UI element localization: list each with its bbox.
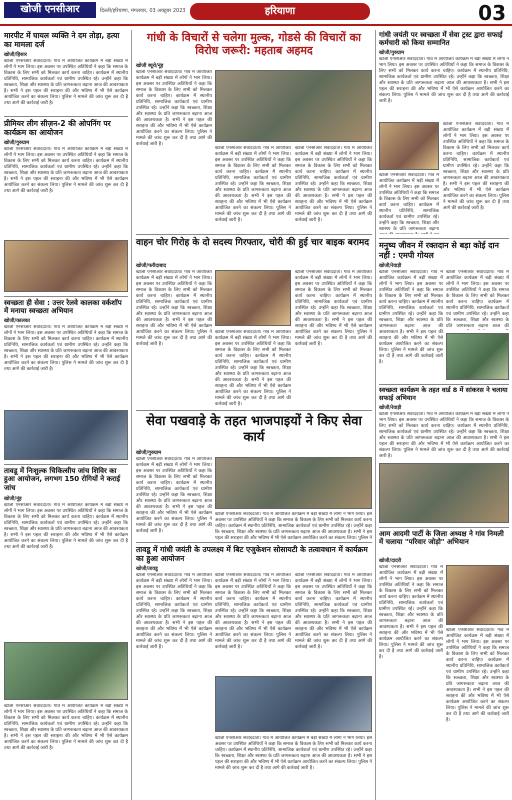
- article-body: खोजी एनसीआर संवाददाता। गांव में आयोजित कार्यक्रम में बड़ी संख्या में लोगों ने भाग लिया। इस अवसर पर उपस्थित अतिथियों ने कहा कि समाज के विकास के लिए सभी को मिलकर कार्य करना चाहिए। कार्यक्रम में स्थानीय प्रतिनिधि, सामाजिक कार्यकर्ता एवं ग्रामीण उपस्थित रहे। उन्होंने कहा कि स्वच्छता, शिक्षा और स्वास्थ्य के प्रति जागरूकता बढ़ाना आज की आवश्यकता है। सभी ने इस पहल की सराहना की और भविष्य में भी ऐसे कार्यक्रम आयोजित करने का संकल्प लिया। पुलिस ने मामले की जांच शुरू कर दी है तथा आगे की कार्रवाई जारी है।: [136, 70, 212, 147]
- article-photo: [379, 122, 439, 170]
- article-body: खोजी एनसीआर संवाददाता। गांव में आयोजित कार्यक्रम में बड़ी संख्या में लोगों ने भाग लिया। इस अवसर पर उपस्थित अतिथियों ने कहा कि समाज के विकास के लिए सभी को मिलकर कार्य करना चाहिए। कार्यक्रम में स्थानीय प्रतिनिधि, सामाजिक कार्यकर्ता एवं ग्रामीण उपस्थित रहे। उन्होंने कहा कि स्वच्छता, शिक्षा और स्वास्थ्य के प्रति जागरूकता बढ़ाना आज की आवश्यकता है। सभी ने इस पहल की सराहना की और भविष्य में भी ऐसे कार्यक्रम आयोजित करने का संकल्प लिया। पुलिस ने मामले की जांच शुरू कर दी है तथा आगे की कार्रवाई जारी है।: [295, 270, 372, 347]
- article-headline: मारपीट में घायल व्यक्ति ने दम तोड़ा, हत्या का मामला दर्ज: [4, 31, 120, 49]
- article-body: खोजी एनसीआर संवाददाता। गांव में आयोजित कार्यक्रम में बड़ी संख्या में लोगों ने भाग लिया। इस अवसर पर उपस्थित अतिथियों ने कहा कि समाज के विकास के लिए सभी को मिलकर कार्य करना चाहिए। कार्यक्रम में स्थानीय प्रतिनिधि, सामाजिक कार्यकर्ता एवं ग्रामीण उपस्थित रहे। उन्होंने कहा कि स्वच्छता, शिक्षा और स्वास्थ्य के प्रति जागरूकता बढ़ाना आज की आवश्यकता है। सभी ने इस पहल की सराहना की और भविष्य में भी ऐसे कार्यक्रम आयोजित करने का संकल्प लिया। पुलिस ने मामले की जांच शुरू कर दी है तथा आगे की कार्रवाई जारी है।: [295, 573, 372, 650]
- article-headline: स्वच्छता कार्यक्रम के तहत वार्ड 8 में सांकरस ने चलाया सफाई अभियान: [379, 386, 508, 402]
- masthead: [0, 0, 512, 26]
- article-headline: प्रीमियर लीग सीज़न-2 की ओपनिंग पर कार्यक्रम का आयोजन: [4, 119, 111, 137]
- article-body: खोजी एनसीआर संवाददाता। गांव में आयोजित कार्यक्रम में बड़ी संख्या में लोगों ने भाग लिया। इस अवसर पर उपस्थित अतिथियों ने कहा कि समाज के विकास के लिए सभी को मिलकर कार्य करना चाहिए। कार्यक्रम में स्थानीय प्रतिनिधि, सामाजिक कार्यकर्ता एवं ग्रामीण उपस्थित रहे। उन्होंने कहा कि स्वच्छता, शिक्षा और स्वास्थ्य के प्रति जागरूकता बढ़ाना आज की आवश्यकता है। सभी ने इस पहल की सराहना की और भविष्य में भी ऐसे कार्यक्रम आयोजित करने का संकल्प लिया। पुलिस ने मामले की जांच शुरू कर दी है तथा आगे की कार्रवाई जारी है।: [379, 565, 443, 660]
- column-rule: [131, 30, 132, 800]
- article-body: खोजी एनसीआर संवाददाता। गांव में आयोजित कार्यक्रम में बड़ी संख्या में लोगों ने भाग लिया। इस अवसर पर उपस्थित अतिथियों ने कहा कि समाज के विकास के लिए सभी को मिलकर कार्य करना चाहिए। कार्यक्रम में स्थानीय प्रतिनिधि, सामाजिक कार्यकर्ता एवं ग्रामीण उपस्थित रहे। उन्होंने कहा कि स्वच्छता, शिक्षा और स्वास्थ्य के प्रति जागरूकता बढ़ाना आज की आवश्यकता है। सभी ने इस पहल की सराहना की और भविष्य में भी ऐसे कार्यक्रम आयोजित करने का संकल्प लिया। पुलिस ने मामले की जांच शुरू कर दी है तथा आगे की कार्रवाई जारी है।: [4, 59, 128, 106]
- article-body: खोजी एनसीआर संवाददाता। गांव में आयोजित कार्यक्रम में बड़ी संख्या में लोगों ने भाग लिया। इस अवसर पर उपस्थित अतिथियों ने कहा कि समाज के विकास के लिए सभी को मिलकर कार्य करना चाहिए। कार्यक्रम में स्थानीय प्रतिनिधि, सामाजिक कार्यकर्ता एवं ग्रामीण उपस्थित रहे। उन्होंने कहा कि स्वच्छता, शिक्षा और स्वास्थ्य के प्रति जागरूकता बढ़ाना आज की आवश्यकता है। सभी ने इस पहल की सराहना की और भविष्य में भी ऐसे कार्यक्रम आयोजित करने का संकल्प लिया। पुलिस ने मामले की जांच शुरू कर दी है तथा आगे की कार्रवाई जारी है।: [379, 57, 509, 104]
- newspaper-logo: खोजी एनसीआर: [4, 2, 96, 18]
- article-body: खोजी एनसीआर संवाददाता। गांव में आयोजित कार्यक्रम में बड़ी संख्या में लोगों ने भाग लिया। इस अवसर पर उपस्थित अतिथियों ने कहा कि समाज के विकास के लिए सभी को मिलकर कार्य करना चाहिए। कार्यक्रम में स्थानीय प्रतिनिधि, सामाजिक कार्यकर्ता एवं ग्रामीण उपस्थित रहे। उन्होंने कहा कि स्वच्छता, शिक्षा और स्वास्थ्य के प्रति जागरूकता बढ़ाना आज की आवश्यकता है। सभी ने इस पहल की सराहना की और भविष्य में भी ऐसे कार्यक्रम आयोजित करने का संकल्प लिया। पुलिस ने मामले की जांच शुरू कर दी है तथा आगे की कार्रवाई जारी है।: [4, 325, 128, 372]
- article-headline: वाहन चोर गिरोह के दो सदस्य गिरफ्तार, चोरी की हुई चार बाइक बरामद: [136, 238, 370, 248]
- divider: [379, 527, 509, 528]
- article-headline: गांधी जयंती पर स्वच्छता में सेवा ट्रस्ट द्वारा सफाई कर्मचारी को किया सम्मानित: [379, 31, 503, 48]
- article-byline: खोजी/नूंह: [4, 496, 22, 502]
- article-byline: खोजी/फरीदाबाद: [136, 263, 167, 269]
- article-byline: खोजी/रेवाड़ी: [379, 263, 402, 269]
- lead-headline: गांधी के विचारों से चलेगा मुल्क, गोडसे की विचारों का विरोध जरूरी: महताब अहमद: [147, 31, 361, 58]
- section-title: हरियाणा: [190, 3, 370, 20]
- article-body: खोजी एनसीआर संवाददाता। गांव में आयोजित कार्यक्रम में बड़ी संख्या में लोगों ने भाग लिया। इस अवसर पर उपस्थित अतिथियों ने कहा कि समाज के विकास के लिए सभी को मिलकर कार्य करना चाहिए। कार्यक्रम में स्थानीय प्रतिनिधि, सामाजिक कार्यकर्ता एवं ग्रामीण उपस्थित रहे। उन्होंने कहा कि स्वच्छता, शिक्षा और स्वास्थ्य के प्रति जागरूकता बढ़ाना: [379, 173, 439, 232]
- article-photo: [4, 642, 128, 700]
- article-byline: खोजी/गुरुग्राम: [136, 450, 162, 456]
- article-headline: सेवा पखवाड़े के तहत भाजपाइयों ने किए सेवा कार्य: [146, 414, 362, 445]
- article-body: खोजी एनसीआर संवाददाता। गांव में आयोजित कार्यक्रम में बड़ी संख्या में लोगों ने भाग लिया। इस अवसर पर उपस्थित अतिथियों ने कहा कि समाज के विकास के लिए सभी को मिलकर कार्य करना चाहिए। कार्यक्रम में स्थानीय प्रतिनिधि, सामाजिक कार्यकर्ता एवं ग्रामीण उपस्थित रहे। उन्होंने कहा कि स्वच्छता, शिक्षा और स्वास्थ्य के प्रति जागरूकता बढ़ाना आज की आवश्यकता है। सभी ने इस पहल की सराहना की और भविष्य में भी ऐसे कार्यक्रम आयोजित करने का संकल्प लिया। पुलिस ने मामले की जांच शुरू कर दी है तथा आगे की कार्रवाई जारी है।: [215, 573, 291, 650]
- article-photo: [446, 565, 509, 625]
- article-headline: मनुष्य जीवन में रक्तदान से बड़ा कोई दान नहीं : एमपी गोयल: [379, 241, 499, 260]
- article-body: खोजी एनसीआर संवाददाता। गांव में आयोजित कार्यक्रम में बड़ी संख्या में लोगों ने भाग लिया। इस अवसर पर उपस्थित अतिथियों ने कहा कि समाज के विकास के लिए सभी को मिलकर कार्य करना चाहिए। कार्यक्रम में स्थानीय प्रतिनिधि, सामाजिक कार्यकर्ता एवं ग्रामीण उपस्थित रहे। उन्होंने कहा कि स्वच्छता, शिक्षा और स्वास्थ्य के प्रति जागरूकता बढ़ाना आज की आवश्यकता है। सभी ने इस पहल की सराहना की और भविष्य में भी ऐसे कार्यक्रम आयोजित करने का संकल्प लिया। पुलिस ने मामले की जांच शुरू कर दी है तथा आगे की कार्रवाई जारी है।: [379, 412, 509, 459]
- article-body: खोजी एनसीआर संवाददाता। गांव में आयोजित कार्यक्रम में बड़ी संख्या में लोगों ने भाग लिया। इस अवसर पर उपस्थित अतिथियों ने कहा कि समाज के विकास के लिए सभी को मिलकर कार्य करना चाहिए। कार्यक्रम में स्थानीय प्रतिनिधि, सामाजिक कार्यकर्ता एवं ग्रामीण उपस्थित रहे। उन्होंने कहा कि स्वच्छता, शिक्षा और स्वास्थ्य के प्रति जागरूकता बढ़ाना आज की आवश्यकता है। सभी ने इस पहल की सराहना की और भविष्य में भी ऐसे कार्यक्रम आयोजित करने का संकल्प लिया। पुलिस ने मामले की जांच शुरू कर दी है तथा आगे की कार्रवाई जारी है।: [443, 122, 509, 211]
- article-byline: खोजी ब्यूरो/नूंह: [136, 63, 164, 69]
- article-byline: खोजी/रेवाड़ी: [379, 405, 402, 411]
- article-photo: [215, 270, 291, 326]
- article-photo: [446, 333, 509, 380]
- article-headline: तावडू में गांधी जयंती के उपलक्ष्य में बिट एजुकेशन सोसायटी के तत्वावधान में कार्यक्रम का हुआ आयोजन: [136, 545, 368, 563]
- article-body: खोजी एनसीआर संवाददाता। गांव में आयोजित कार्यक्रम में बड़ी संख्या में लोगों ने भाग लिया। इस अवसर पर उपस्थित अतिथियों ने कहा कि समाज के विकास के लिए सभी को मिलकर कार्य करना चाहिए। कार्यक्रम में स्थानीय प्रतिनिधि, सामाजिक कार्यकर्ता एवं ग्रामीण उपस्थित रहे। उन्होंने कहा कि स्वच्छता, शिक्षा और स्वास्थ्य के प्रति जागरूकता बढ़ाना आज की आवश्यकता है। सभी ने इस पहल की सराहना की और भविष्य में भी ऐसे कार्यक्रम आयोजित करने का संकल्प लिया। पुलिस ने मामले की जांच शुरू कर दी है तथा आगे की कार्रवाई जारी है।: [136, 457, 212, 534]
- divider: [4, 116, 128, 117]
- article-photo: [215, 70, 372, 142]
- article-photo: [4, 240, 128, 292]
- article-body: खोजी एनसीआर संवाददाता। गांव में आयोजित कार्यक्रम में बड़ी संख्या में लोगों ने भाग लिया। इस अवसर पर उपस्थित अतिथियों ने कहा कि समाज के विकास के लिए सभी को मिलकर कार्य करना चाहिए। कार्यक्रम में स्थानीय प्रतिनिधि, सामाजिक कार्यकर्ता एवं ग्रामीण उपस्थित रहे। उन्होंने कहा कि स्वच्छता, शिक्षा और स्वास्थ्य के प्रति जागरूकता बढ़ाना आज की आवश्यकता है। सभी ने इस पहल की सराहना की और भविष्य में भी ऐसे कार्यक्रम आयोजित करने का संकल्प लिया। पुलिस ने मामले की जांच शुरू कर दी है तथा आगे की कार्रवाई जारी है।: [4, 704, 128, 751]
- article-body: खोजी एनसीआर संवाददाता। गांव में आयोजित कार्यक्रम में बड़ी संख्या में लोगों ने भाग लिया। इस अवसर पर उपस्थित अतिथियों ने कहा कि समाज के विकास के लिए सभी को मिलकर कार्य करना चाहिए। कार्यक्रम में स्थानीय प्रतिनिधि, सामाजिक कार्यकर्ता एवं ग्रामीण उपस्थित रहे। उन्होंने कहा कि स्वच्छता, शिक्षा और स्वास्थ्य के प्रति जागरूकता बढ़ाना आज की आवश्यकता है। सभी ने इस पहल की सराहना की और भविष्य में भी ऐसे कार्यक्रम आयोजित करने का संकल्प लिया। पुलिस ने मामले की जांच शुरू कर दी है तथा आगे की कार्रवाई जारी है।: [215, 146, 291, 223]
- article-photo: [4, 410, 128, 460]
- article-body: खोजी एनसीआर संवाददाता। गांव में आयोजित कार्यक्रम में बड़ी संख्या में लोगों ने भाग लिया। इस अवसर पर उपस्थित अतिथियों ने कहा कि समाज के विकास के लिए सभी को मिलकर कार्य करना चाहिए। कार्यक्रम में स्थानीय प्रतिनिधि, सामाजिक कार्यकर्ता एवं ग्रामीण उपस्थित रहे। उन्होंने कहा कि स्वच्छता, शिक्षा और स्वास्थ्य के प्रति जागरूकता बढ़ाना आज की आवश्यकता है। सभी ने इस पहल की सराहना की और भविष्य में भी ऐसे कार्यक्रम आयोजित करने का संकल्प लिया। पुलिस ने मामले की जांच शुरू कर दी है तथा आगे की कार्रवाई जारी है।: [4, 147, 128, 194]
- article-body: खोजी एनसीआर संवाददाता। गांव में आयोजित कार्यक्रम में बड़ी संख्या में लोगों ने भाग लिया। इस अवसर पर उपस्थित अतिथियों ने कहा कि समाज के विकास के लिए सभी को मिलकर कार्य करना चाहिए। कार्यक्रम में स्थानीय प्रतिनिधि, सामाजिक कार्यकर्ता एवं ग्रामीण उपस्थित रहे। उन्होंने कहा कि स्वच्छता, शिक्षा और स्वास्थ्य के प्रति जागरूकता बढ़ाना आज की आवश्यकता है। सभी ने इस पहल की सराहना की और भविष्य में भी ऐसे कार्यक्रम आयोजित करने का संकल्प लिया। पुलिस ने: [215, 512, 372, 540]
- divider: [136, 542, 372, 543]
- divider: [136, 234, 372, 235]
- article-byline: खोजी/कालका: [4, 318, 30, 324]
- article-headline: आम आदमी पार्टी के जिला अध्यक्ष ने गांव निमली में चलाया "परिवार जोड़ो" अभियान: [379, 530, 504, 547]
- article-byline: खोजी/गुरुग्राम: [379, 50, 405, 56]
- page-number: 03: [478, 1, 506, 25]
- article-body: खोजी एनसीआर संवाददाता। गांव में आयोजित कार्यक्रम में बड़ी संख्या में लोगों ने भाग लिया। इस अवसर पर उपस्थित अतिथियों ने कहा कि समाज के विकास के लिए सभी को मिलकर कार्य करना चाहिए। कार्यक्रम में स्थानीय प्रतिनिधि, सामाजिक कार्यकर्ता एवं ग्रामीण उपस्थित रहे। उन्होंने कहा कि स्वच्छता, शिक्षा और स्वास्थ्य के प्रति जागरूकता बढ़ाना आज की आवश्यकता है। सभी ने इस पहल की सराहना की और भविष्य में भी ऐसे कार्यक्रम आयोजित करने का संकल्प लिया। पुलिस ने मामले की जांच शुरू कर दी है तथा आगे की कार्रवाई जारी है।: [446, 628, 509, 723]
- article-body: खोजी एनसीआर संवाददाता। गांव में आयोजित कार्यक्रम में बड़ी संख्या में लोगों ने भाग लिया। इस अवसर पर उपस्थित अतिथियों ने कहा कि समाज के विकास के लिए सभी को मिलकर कार्य करना चाहिए। कार्यक्रम में स्थानीय प्रतिनिधि, सामाजिक कार्यकर्ता एवं ग्रामीण उपस्थित रहे। उन्होंने कहा कि स्वच्छता, शिक्षा और स्वास्थ्य के प्रति जागरूकता बढ़ाना आज की आवश्यकता है। सभी ने इस पहल की सराहना की और भविष्य में भी ऐसे कार्यक्रम आयोजित करने का संकल्प लिया। पुलिस ने मामले की जांच शुरू कर दी है तथा आगे की कार्रवाई जारी है।: [4, 503, 128, 550]
- article-byline: खोजी/हिसार: [4, 52, 27, 58]
- divider: [136, 410, 372, 411]
- article-body: खोजी एनसीआर संवाददाता। गांव में आयोजित कार्यक्रम में बड़ी संख्या में लोगों ने भाग लिया। इस अवसर पर उपस्थित अतिथियों ने कहा कि समाज के विकास के लिए सभी को मिलकर कार्य करना चाहिए। कार्यक्रम में स्थानीय प्रतिनिधि, सामाजिक कार्यकर्ता एवं ग्रामीण उपस्थित रहे। उन्होंने कहा कि स्वच्छता, शिक्षा और स्वास्थ्य के प्रति जागरूकता बढ़ाना आज की आवश्यकता है। सभी ने इस पहल की सराहना की और भविष्य में भी ऐसे कार्यक्रम आयोजित करने का संकल्प लिया। पुलिस ने मामले की जांच शुरू कर दी है तथा आगे की कार्रवाई जारी है।: [136, 270, 212, 347]
- issue-date: दिल्ली/हरियाणा, मंगलवार, 03 अक्टूबर 2023: [100, 8, 186, 14]
- article-body: खोजी एनसीआर संवाददाता। गांव में आयोजित कार्यक्रम में बड़ी संख्या में लोगों ने भाग लिया। इस अवसर पर उपस्थित अतिथियों ने कहा कि समाज के विकास के लिए सभी को मिलकर कार्य करना चाहिए। कार्यक्रम में स्थानीय प्रतिनिधि, सामाजिक कार्यकर्ता एवं ग्रामीण उपस्थित रहे। उन्होंने कहा कि स्वच्छता, शिक्षा और स्वास्थ्य के प्रति जागरूकता बढ़ाना आज की आवश्यकता है। सभी ने इस पहल की सराहना की और भविष्य में भी ऐसे कार्यक्रम आयोजित करने का संकल्प लिया। पुलिस ने मामले की जांच शुरू कर दी है तथा आगे की कार्रवाई जारी है।: [215, 736, 372, 771]
- article-byline: खोजी/तावडू: [136, 566, 158, 572]
- article-byline: खोजी/गुरुग्राम: [4, 140, 30, 146]
- article-headline: स्वच्छता ही सेवा : उत्तर रेलवे कालका वर्कशॉप में मनाया स्वच्छता अभियान: [4, 299, 122, 316]
- article-photo: [379, 463, 509, 523]
- divider: [379, 238, 509, 239]
- article-body: खोजी एनसीआर संवाददाता। गांव में आयोजित कार्यक्रम में बड़ी संख्या में लोगों ने भाग लिया। इस अवसर पर उपस्थित अतिथियों ने कहा कि समाज के विकास के लिए सभी को मिलकर कार्य करना चाहिए। कार्यक्रम में स्थानीय प्रतिनिधि, सामाजिक कार्यकर्ता एवं ग्रामीण उपस्थित रहे। उन्होंने कहा कि स्वच्छता, शिक्षा और स्वास्थ्य के प्रति जागरूकता बढ़ाना आज की आवश्यकता है। सभी ने इस पहल की सराहना की और भविष्य में भी ऐसे कार्यक्रम आयोजित करने का संकल्प लिया। पुलिस ने मामले की जांच शुरू कर दी है तथा आगे की कार्रवाई जारी है।: [136, 573, 212, 650]
- article-photo: [215, 676, 372, 732]
- article-body: खोजी एनसीआर संवाददाता। गांव में आयोजित कार्यक्रम में बड़ी संख्या में लोगों ने भाग लिया। इस अवसर पर उपस्थित अतिथियों ने कहा कि समाज के विकास के लिए सभी को मिलकर कार्य करना चाहिए। कार्यक्रम में स्थानीय प्रतिनिधि, सामाजिक कार्यकर्ता एवं ग्रामीण उपस्थित रहे। उन्होंने कहा कि स्वच्छता, शिक्षा और स्वास्थ्य के प्रति जागरूकता बढ़ाना आज की आवश्यकता है। सभी ने इस पहल की सराहना की और भविष्य में भी ऐसे कार्यक्रम आयोजित करने का संकल्प लिया। पुलिस ने मामले की जांच शुरू कर दी है तथा आगे की कार्रवाई जारी है।: [215, 330, 291, 406]
- divider: [4, 296, 128, 297]
- divider: [4, 464, 128, 465]
- article-photo: [215, 457, 372, 509]
- article-body: खोजी एनसीआर संवाददाता। गांव में आयोजित कार्यक्रम में बड़ी संख्या में लोगों ने भाग लिया। इस अवसर पर उपस्थित अतिथियों ने कहा कि समाज के विकास के लिए सभी को मिलकर कार्य करना चाहिए। कार्यक्रम में स्थानीय प्रतिनिधि, सामाजिक कार्यकर्ता एवं ग्रामीण उपस्थित रहे। उन्होंने कहा कि स्वच्छता, शिक्षा और स्वास्थ्य के प्रति जागरूकता बढ़ाना आज की आवश्यकता है। सभी ने इस पहल की सराहना की और भविष्य में भी ऐसे कार्यक्रम आयोजित करने का संकल्प लिया। पुलिस ने मामले की जांच शुरू कर दी है तथा आगे की कार्रवाई जारी है।: [379, 270, 443, 365]
- article-byline: खोजी/दादरी: [379, 558, 402, 564]
- article-body: खोजी एनसीआर संवाददाता। गांव में आयोजित कार्यक्रम में बड़ी संख्या में लोगों ने भाग लिया। इस अवसर पर उपस्थित अतिथियों ने कहा कि समाज के विकास के लिए सभी को मिलकर कार्य करना चाहिए। कार्यक्रम में स्थानीय प्रतिनिधि, सामाजिक कार्यकर्ता एवं ग्रामीण उपस्थित रहे। उन्होंने कहा कि स्वच्छता, शिक्षा और स्वास्थ्य के प्रति जागरूकता बढ़ाना आज की: [446, 270, 509, 329]
- article-headline: तावडू में निःशुल्क चिकित्सीय जांच शिविर का हुआ आयोजन, लगभग 150 रोगियों ने कराई जांच: [4, 467, 121, 492]
- divider: [379, 384, 509, 385]
- article-body: खोजी एनसीआर संवाददाता। गांव में आयोजित कार्यक्रम में बड़ी संख्या में लोगों ने भाग लिया। इस अवसर पर उपस्थित अतिथियों ने कहा कि समाज के विकास के लिए सभी को मिलकर कार्य करना चाहिए। कार्यक्रम में स्थानीय प्रतिनिधि, सामाजिक कार्यकर्ता एवं ग्रामीण उपस्थित रहे। उन्होंने कहा कि स्वच्छता, शिक्षा और स्वास्थ्य के प्रति जागरूकता बढ़ाना आज की आवश्यकता है। सभी ने इस पहल की सराहना की और भविष्य में भी ऐसे कार्यक्रम आयोजित करने का संकल्प लिया। पुलिस ने मामले की जांच शुरू कर दी है तथा आगे की कार्रवाई जारी है।: [295, 146, 372, 223]
- column-rule: [375, 30, 376, 800]
